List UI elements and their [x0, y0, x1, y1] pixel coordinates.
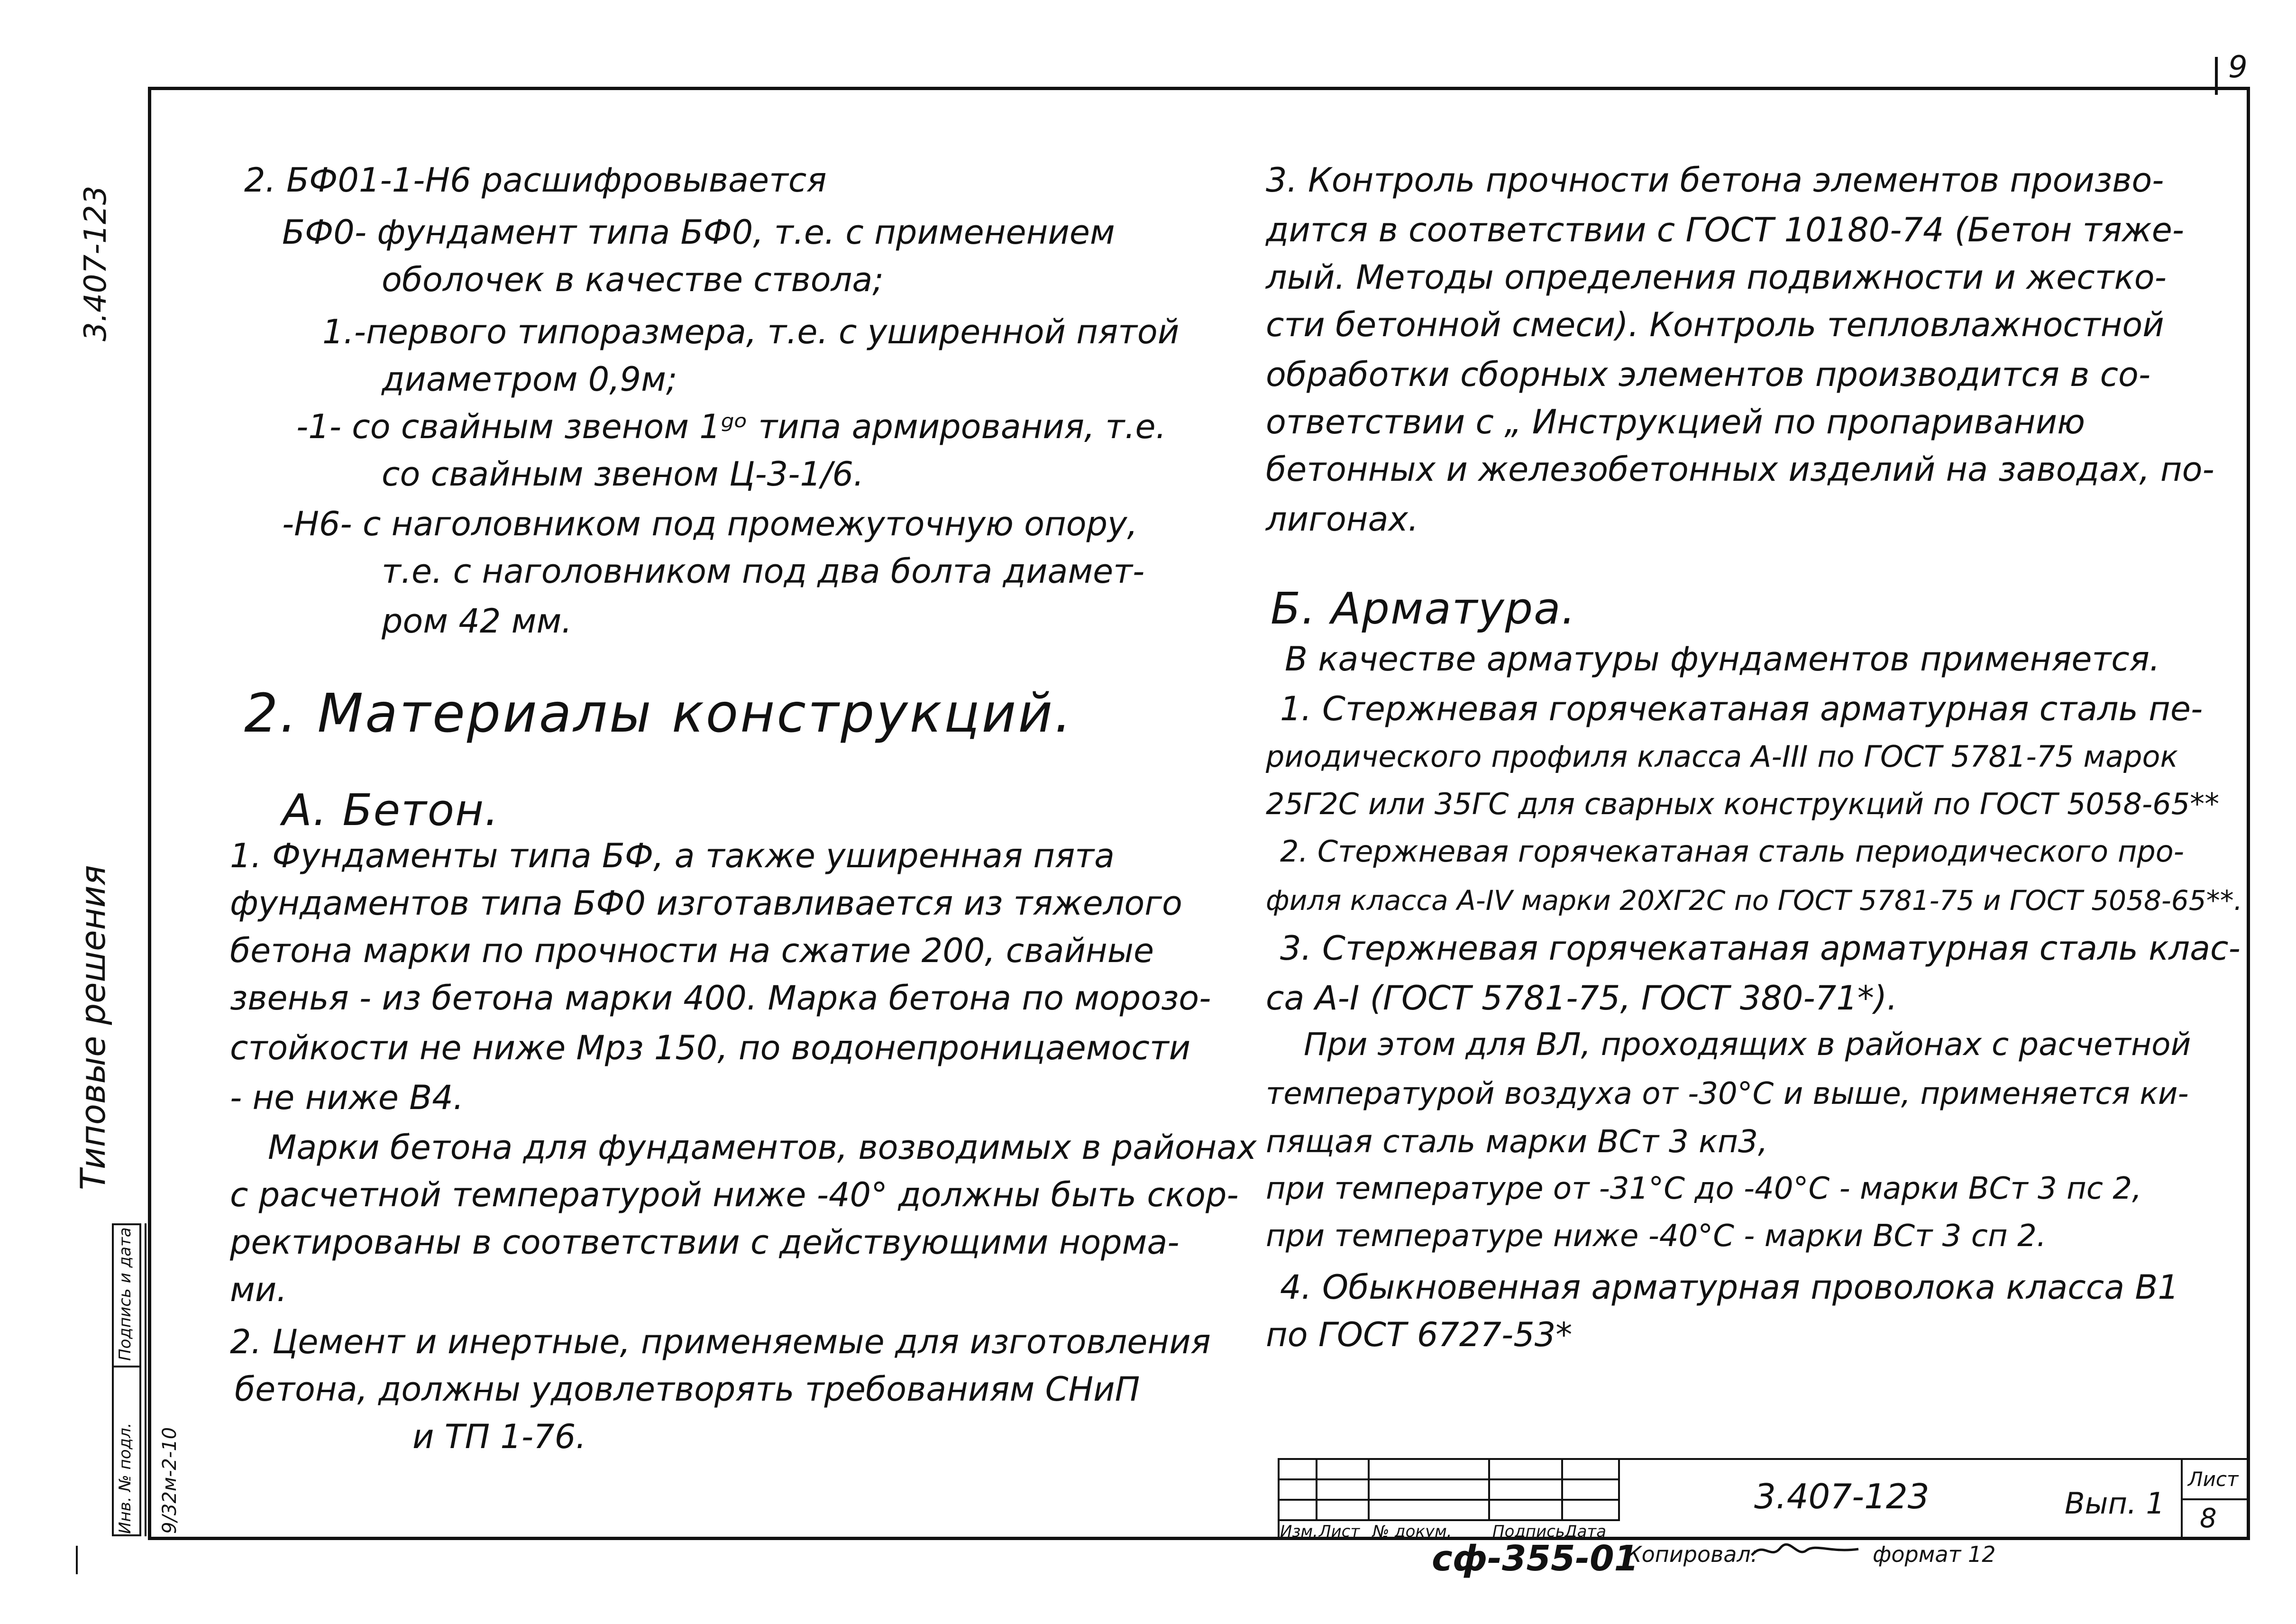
text-line: обработки сборных элементов производится в со-: [1266, 355, 2151, 394]
decode-line: ром 42 мм.: [382, 602, 572, 641]
text-line: бетонных и железобетонных изделий на заводах, по-: [1266, 450, 2214, 489]
decode-line: БФ0- фундамент типа БФ0, т.е. с применением: [282, 213, 1115, 252]
decode-title: 2. БФ01-1-Н6 расшифровывается: [244, 161, 827, 200]
text-line: При этом для ВЛ, проходящих в районах с расчетной: [1304, 1026, 2191, 1063]
decode-line: -1- со свайным звеном 1ᵍᵒ типа армирования, т.е.: [296, 407, 1166, 446]
text-line: фундаментов типа БФ0 изготавливается из тяжелого: [230, 884, 1182, 923]
text-line: при температуре от -31°С до -40°С - марки ВСт 3 пс 2,: [1266, 1171, 2142, 1206]
page-corner-number: 9: [2228, 50, 2248, 85]
vertical-doc-code: 3.407-123: [78, 185, 113, 341]
left-strip-sign-label: Подпись и дата: [116, 1227, 135, 1361]
text-line: звенья - из бетона марки 400. Марка бетона по морозо-: [230, 979, 1211, 1018]
text-line: бетона, должны удовлетворять требованиям СНиП: [235, 1370, 1140, 1409]
text-line: 1. Стержневая горячекатаная арматурная сталь пе-: [1280, 689, 2203, 728]
col-header: Изм.: [1280, 1522, 1318, 1541]
text-line: и ТП 1-76.: [412, 1417, 586, 1456]
decode-line: 1.-первого типоразмера, т.е. с уширенной пятой: [322, 312, 1180, 351]
text-line: 25Г2С или 35ГС для сварных конструкций по ГОСТ 5058-65**: [1266, 787, 2220, 821]
decode-line: диаметром 0,9м;: [382, 360, 677, 399]
subsection-b-title: Б. Арматура.: [1271, 583, 1576, 634]
text-line: 3. Контроль прочности бетона элементов произво-: [1266, 161, 2164, 200]
text-line: 2. Стержневая горячекатаная сталь периодического про-: [1280, 834, 2185, 869]
left-strip-inv-value: 9/32м-2-10: [159, 1427, 181, 1534]
text-line: сти бетонной смеси). Контроль тепловлажностной: [1266, 305, 2164, 344]
section-title: 2. Материалы конструкций.: [244, 683, 1073, 744]
text-line: 4. Обыкновенная арматурная проволока класса В1: [1280, 1268, 2179, 1307]
copied-by: Копировал:: [1626, 1541, 1758, 1567]
text-line: пящая сталь марки ВСт 3 кп3,: [1266, 1123, 1768, 1160]
text-line: лигонах.: [1266, 500, 1419, 539]
text-line: ответствии с „ Инструкцией по пропариванию: [1266, 403, 2085, 441]
sheet-number: 8: [2200, 1503, 2217, 1534]
text-line: по ГОСТ 6727-53*: [1266, 1315, 1573, 1354]
decode-line: со свайным звеном Ц-3-1/6.: [382, 455, 864, 494]
left-strip-inv-label: Инв. № подл.: [116, 1422, 135, 1534]
text-line: стойкости не ниже Мрз 150, по водонепроницаемости: [230, 1028, 1191, 1067]
signature-icon: [1749, 1539, 1863, 1562]
text-line: ми.: [230, 1270, 287, 1309]
text-line: - не ниже В4.: [230, 1078, 464, 1117]
text-line: В качестве арматуры фундаментов применяется.: [1285, 640, 2160, 679]
decode-line: -Н6- с наголовником под промежуточную опору,: [282, 505, 1138, 543]
col-header: Дата: [1564, 1522, 1607, 1541]
sheet-label: Лист: [2188, 1468, 2239, 1491]
title-doc-code: 3.407-123: [1754, 1477, 1930, 1516]
col-header: Подпись: [1492, 1522, 1565, 1541]
text-line: температурой воздуха от -30°С и выше, применяется ки-: [1266, 1076, 2189, 1111]
text-line: лый. Методы определения подвижности и жестко-: [1266, 258, 2167, 297]
col-header: № докум.: [1372, 1522, 1452, 1541]
text-line: филя класса А-IV марки 20ХГ2С по ГОСТ 5781-75 и ГОСТ 5058-65**.: [1266, 884, 2243, 917]
text-line: бетона марки по прочности на сжатие 200, свайные: [230, 931, 1154, 970]
title-issue: Вып. 1: [2065, 1486, 2165, 1521]
revision-table: [1278, 1458, 1620, 1521]
text-line: риодического профиля класса А-III по ГОСТ 5781-75 марок: [1266, 739, 2178, 774]
text-line: Марки бетона для фундаментов, возводимых в районах: [268, 1128, 1257, 1167]
text-line: ректированы в соответствии с действующими норма-: [230, 1223, 1180, 1262]
text-line: при температуре ниже -40°С - марки ВСт 3 сп 2.: [1266, 1219, 2047, 1254]
text-line: дится в соответствии с ГОСТ 10180-74 (Бетон тяже-: [1266, 211, 2185, 249]
text-line: са А-I (ГОСТ 5781-75, ГОСТ 380-71*).: [1266, 979, 1898, 1018]
text-line: 3. Стержневая горячекатаная арматурная сталь клас-: [1280, 929, 2241, 968]
stamp-code: сф-355-01: [1432, 1538, 1639, 1579]
vertical-side-title: Типовые решения: [73, 865, 113, 1190]
subsection-a-title: А. Бетон.: [282, 785, 500, 835]
decode-line: оболочек в качестве ствола;: [382, 260, 884, 299]
format-label: формат 12: [1873, 1541, 1996, 1567]
text-line: 1. Фундаменты типа БФ, а также уширенная пята: [230, 836, 1115, 875]
text-line: 2. Цемент и инертные, применяемые для изготовления: [230, 1322, 1211, 1361]
col-header: Лист: [1319, 1522, 1360, 1541]
decode-line: т.е. с наголовником под два болта диамет-: [382, 552, 1145, 591]
text-line: с расчетной температурой ниже -40° должны быть скор-: [230, 1175, 1239, 1214]
